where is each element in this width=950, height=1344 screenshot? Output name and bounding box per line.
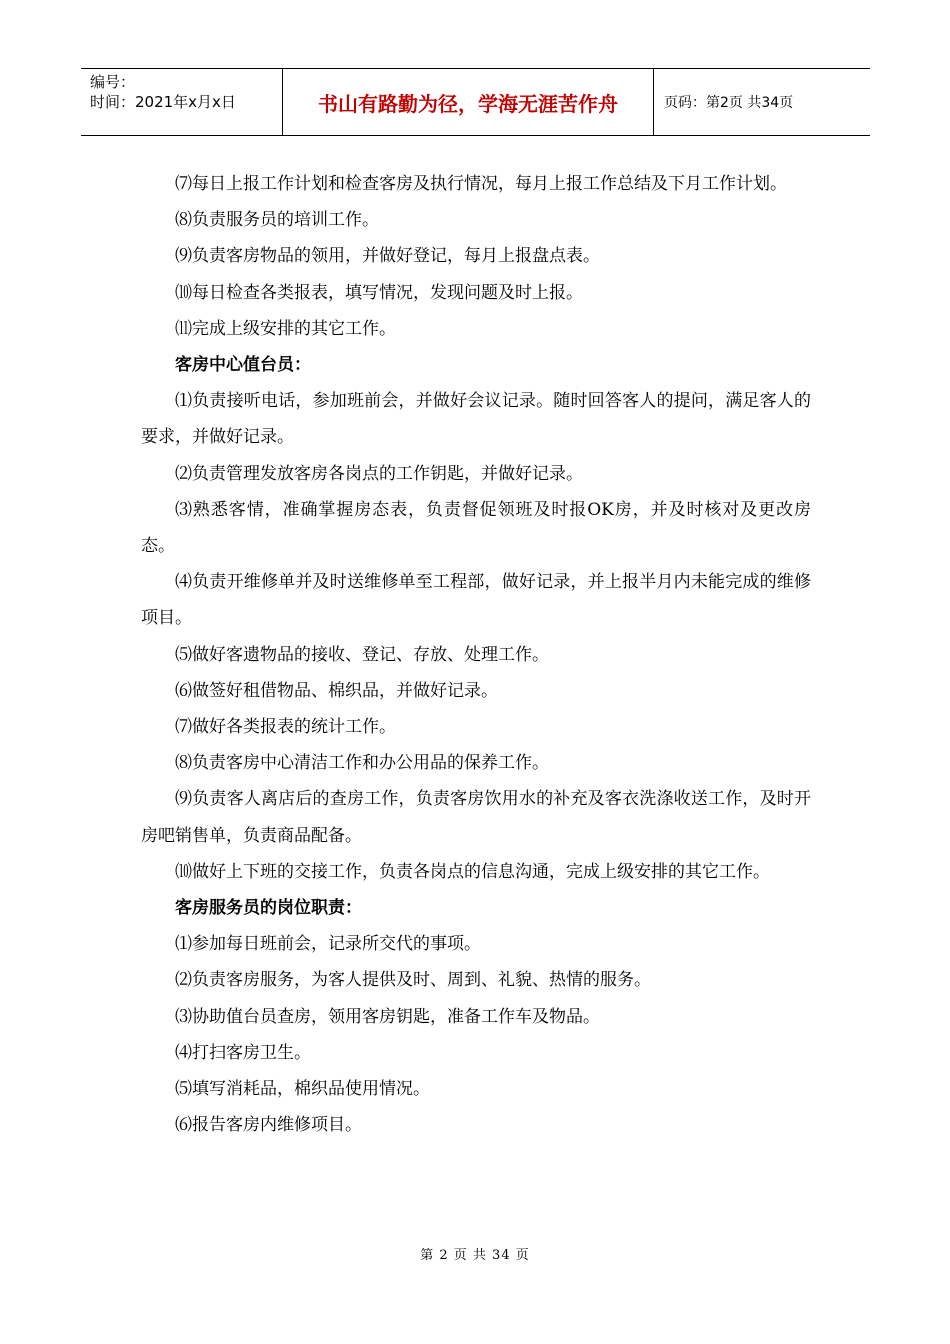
paragraph: ⑴负责接听电话，参加班前会，并做好会议记录。随时回答客人的提问，满足客人的要求，并做好记录。 bbox=[141, 391, 811, 448]
document-date-label: 时间：2021年x月x日 bbox=[90, 93, 236, 111]
section-heading: 客房中心值台员： bbox=[175, 355, 311, 376]
header-motto: 书山有路勤为径，学海无涯苦作舟 bbox=[283, 69, 654, 135]
paragraph: ⑷负责开维修单并及时送维修单至工程部，做好记录，并上报半月内未能完成的维修项目。 bbox=[141, 572, 811, 629]
header-page-number: 页码：第2页 共34页 bbox=[664, 95, 794, 111]
paragraph: ⑶熟悉客情，准确掌握房态表，负责督促领班及时报OK房，并及时核对及更改房态。 bbox=[141, 499, 811, 557]
paragraph: ⑺每日上报工作计划和检查客房及执行情况，每月上报工作总结及下月工作计划。 bbox=[175, 174, 787, 194]
page-footer: 第 2 页 共 34 页 bbox=[420, 1248, 530, 1263]
paragraph: ⑸填写消耗品，棉织品使用情况。 bbox=[175, 1079, 430, 1100]
paragraph: ⑴参加每日班前会，记录所交代的事项。 bbox=[175, 934, 481, 955]
paragraph: ⑻负责服务员的培训工作。 bbox=[175, 210, 379, 231]
paragraph: ⑹做签好租借物品、棉织品，并做好记录。 bbox=[175, 680, 498, 701]
paragraph: ⑶协助值台员查房，领用客房钥匙，准备工作车及物品。 bbox=[175, 1006, 600, 1027]
paragraph: ⑸做好客遗物品的接收、登记、存放、处理工作。 bbox=[175, 644, 549, 665]
paragraph: ⑵负责管理发放客房各岗点的工作钥匙，并做好记录。 bbox=[175, 463, 583, 484]
paragraph: ⑼负责客人离店后的查房工作，负责客房饮用水的补充及客衣洗涤收送工作，及时开房吧销售单，负责商品配备。 bbox=[141, 789, 811, 846]
paragraph: ⑷打扫客房卫生。 bbox=[175, 1042, 311, 1063]
document-number-label: 编号： bbox=[90, 73, 136, 91]
paragraph: ⑽每日检查各类报表，填写情况，发现问题及时上报。 bbox=[175, 282, 583, 303]
header-meta bbox=[81, 69, 283, 135]
page-header bbox=[81, 68, 870, 136]
paragraph: ⑹报告客房内维修项目。 bbox=[175, 1115, 362, 1136]
paragraph: ⑾完成上级安排的其它工作。 bbox=[175, 318, 396, 339]
paragraph: ⑽做好上下班的交接工作，负责各岗点的信息沟通，完成上级安排的其它工作。 bbox=[175, 861, 770, 882]
paragraph: ⑼负责客房物品的领用，并做好登记，每月上报盘点表。 bbox=[175, 246, 600, 267]
paragraph: ⑻负责客房中心清洁工作和办公用品的保养工作。 bbox=[175, 753, 549, 774]
paragraph: ⑵负责客房服务，为客人提供及时、周到、礼貌、热情的服务。 bbox=[175, 970, 651, 991]
paragraph: ⑺做好各类报表的统计工作。 bbox=[175, 717, 396, 738]
document-body bbox=[141, 166, 811, 1143]
section-heading: 客房服务员的岗位职责： bbox=[175, 898, 362, 919]
